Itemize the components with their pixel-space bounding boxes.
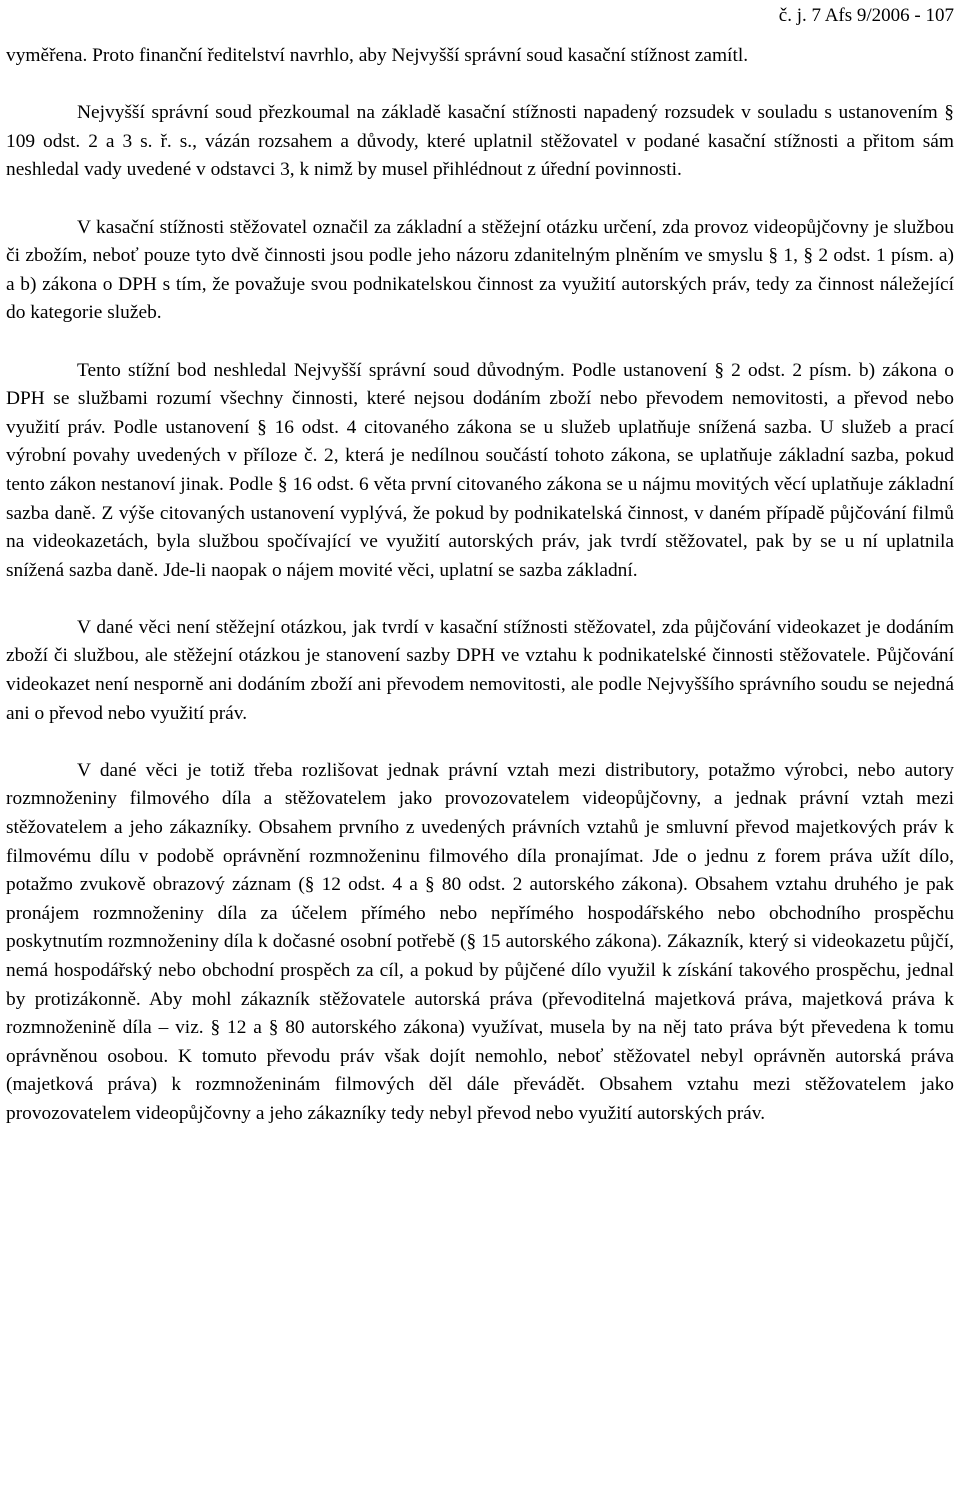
paragraph-gap — [6, 585, 954, 614]
paragraph-key-question: V dané věci není stěžejní otázkou, jak tvrdí v kasační stížnosti stěžovatel, zda půjčování videokazet je dodáním zboží či službou, ale stěžejní otázkou je stanovení sazby DPH ve vztahu k podnikatelské činnosti stěžovatele. Půjčování videokazet není nesporně ani dodáním zboží ani převodem nemovitosti, ale podle Nejvyššího správního soudu se nejedná ani o převod nebo využití práv. — [6, 616, 954, 724]
paragraph-gap — [6, 728, 954, 757]
paragraph-gap — [6, 328, 954, 357]
paragraph-complaint-question: V kasační stížnosti stěžovatel označil za základní a stěžejní otázku určení, zda provoz videopůjčovny je službou či zbožím, neboť pouze tyto dvě činnosti jsou podle jeho názoru zdanitelným plněním ve smyslu § 1, § 2 odst. 1 písm. a) a b) zákona o DPH s tím, že považuje svou podnikatelskou činnost za využití autorských práv, tedy za činnost náležející do kategorie služeb. — [6, 216, 954, 324]
paragraph-legal-relations: V dané věci je totiž třeba rozlišovat jednak právní vztah mezi distributory, potažmo výrobci, nebo autory rozmnoženiny filmového díla a stěžovatelem jako provozovatelem videopůjčovny, a jednak právní vztah mezi stěžovatelem a jeho zákazníky. Obsahem prvního z uvedených právních vztahů je smluvní převod majetkových práv k filmovému dílu v podobě oprávnění rozmnoženinu filmového díla pronajímat. Jde o jednu z forem práva užít dílo, potažmo zvukově obrazový záznam (§ 12 odst. 4 a § 80 odst. 2 autorského zákona). Obsahem vztahu druhého je pak pronájem rozmnoženiny díla za účelem přímého nebo nepřímého hospodářského nebo obchodního prospěchu poskytnutím rozmnoženiny díla k dočasné osobní potřebě (§ 15 autorského zákona). Zákazník, který si videokazetu půjčí, nemá hospodářský nebo obchodní prospěch za cíl, a pokud by půjčené dílo využil k získání takového prospěchu, jednal by protizákonně. Aby mohl zákazník stěžovatele autorská práva (převoditelná majetková práva, majetková práva k rozmnoženině díla – viz. § 12 a § 80 autorského zákona) využívat, musela by na něj tato práva být převedena k tomu oprávněnou osobou. K tomuto převodu práv však dojít nemohlo, neboť stěžovatel nebyl oprávněn autorská práva (majetková práva) k rozmnoženinám filmových děl dále převádět. Obsahem vztahu mezi stěžovatelem jako provozovatelem videopůjčovny a jeho zákazníky tedy nebyl převod nebo využití autorských práv. — [6, 759, 954, 1124]
paragraph-continuation: vyměřena. Proto finanční ředitelství navrhlo, aby Nejvyšší správní soud kasační stížnost zamítl. — [6, 45, 749, 66]
document-page — [6, 0, 954, 1129]
paragraph-gap — [6, 185, 954, 214]
paragraph-vat-rates: Tento stížní bod neshledal Nejvyšší správní soud důvodným. Podle ustanovení § 2 odst. 2 písm. b) zákona o DPH se službami rozumí všechny činnosti, které nejsou dodáním zboží nebo převodem nemovitosti, a převod nebo využití práv. Podle ustanovení § 16 odst. 4 citovaného zákona se u služeb uplatňuje snížená sazba. U služeb a prací výrobní povahy uvedených v příloze č. 2, která je nedílnou součástí tohoto zákona, se uplatňuje základní sazba, pokud tento zákon nestanoví jinak. Podle § 16 odst. 6 věta první citovaného zákona se u nájmu movitých věcí uplatňuje základní sazba daně. Z výše citovaných ustanovení vyplývá, že pokud by podnikatelská činnost, v daném případě půjčování filmů na videokazetách, byla službou spočívající ve využití autorských práv, jak tvrdí stěžovatel, pak by se u ní uplatnila snížená sazba daně. Jde-li naopak o nájem movité věci, uplatní se sazba základní. — [6, 359, 954, 581]
case-reference: č. j. 7 Afs 9/2006 - 107 — [778, 5, 954, 26]
paragraph-gap — [6, 71, 954, 100]
paragraph-review-scope: Nejvyšší správní soud přezkoumal na základě kasační stížnosti napadený rozsudek v souladu s ustanovením § 109 odst. 2 a 3 s. ř. s., vázán rozsahem a důvody, které uplatnil stěžovatel v podané kasační stížnosti a přitom sám neshledal vady uvedené v odstavci 3, k nimž by musel přihlédnout z úřední povinnosti. — [6, 102, 954, 181]
case-reference-header — [6, 0, 954, 42]
